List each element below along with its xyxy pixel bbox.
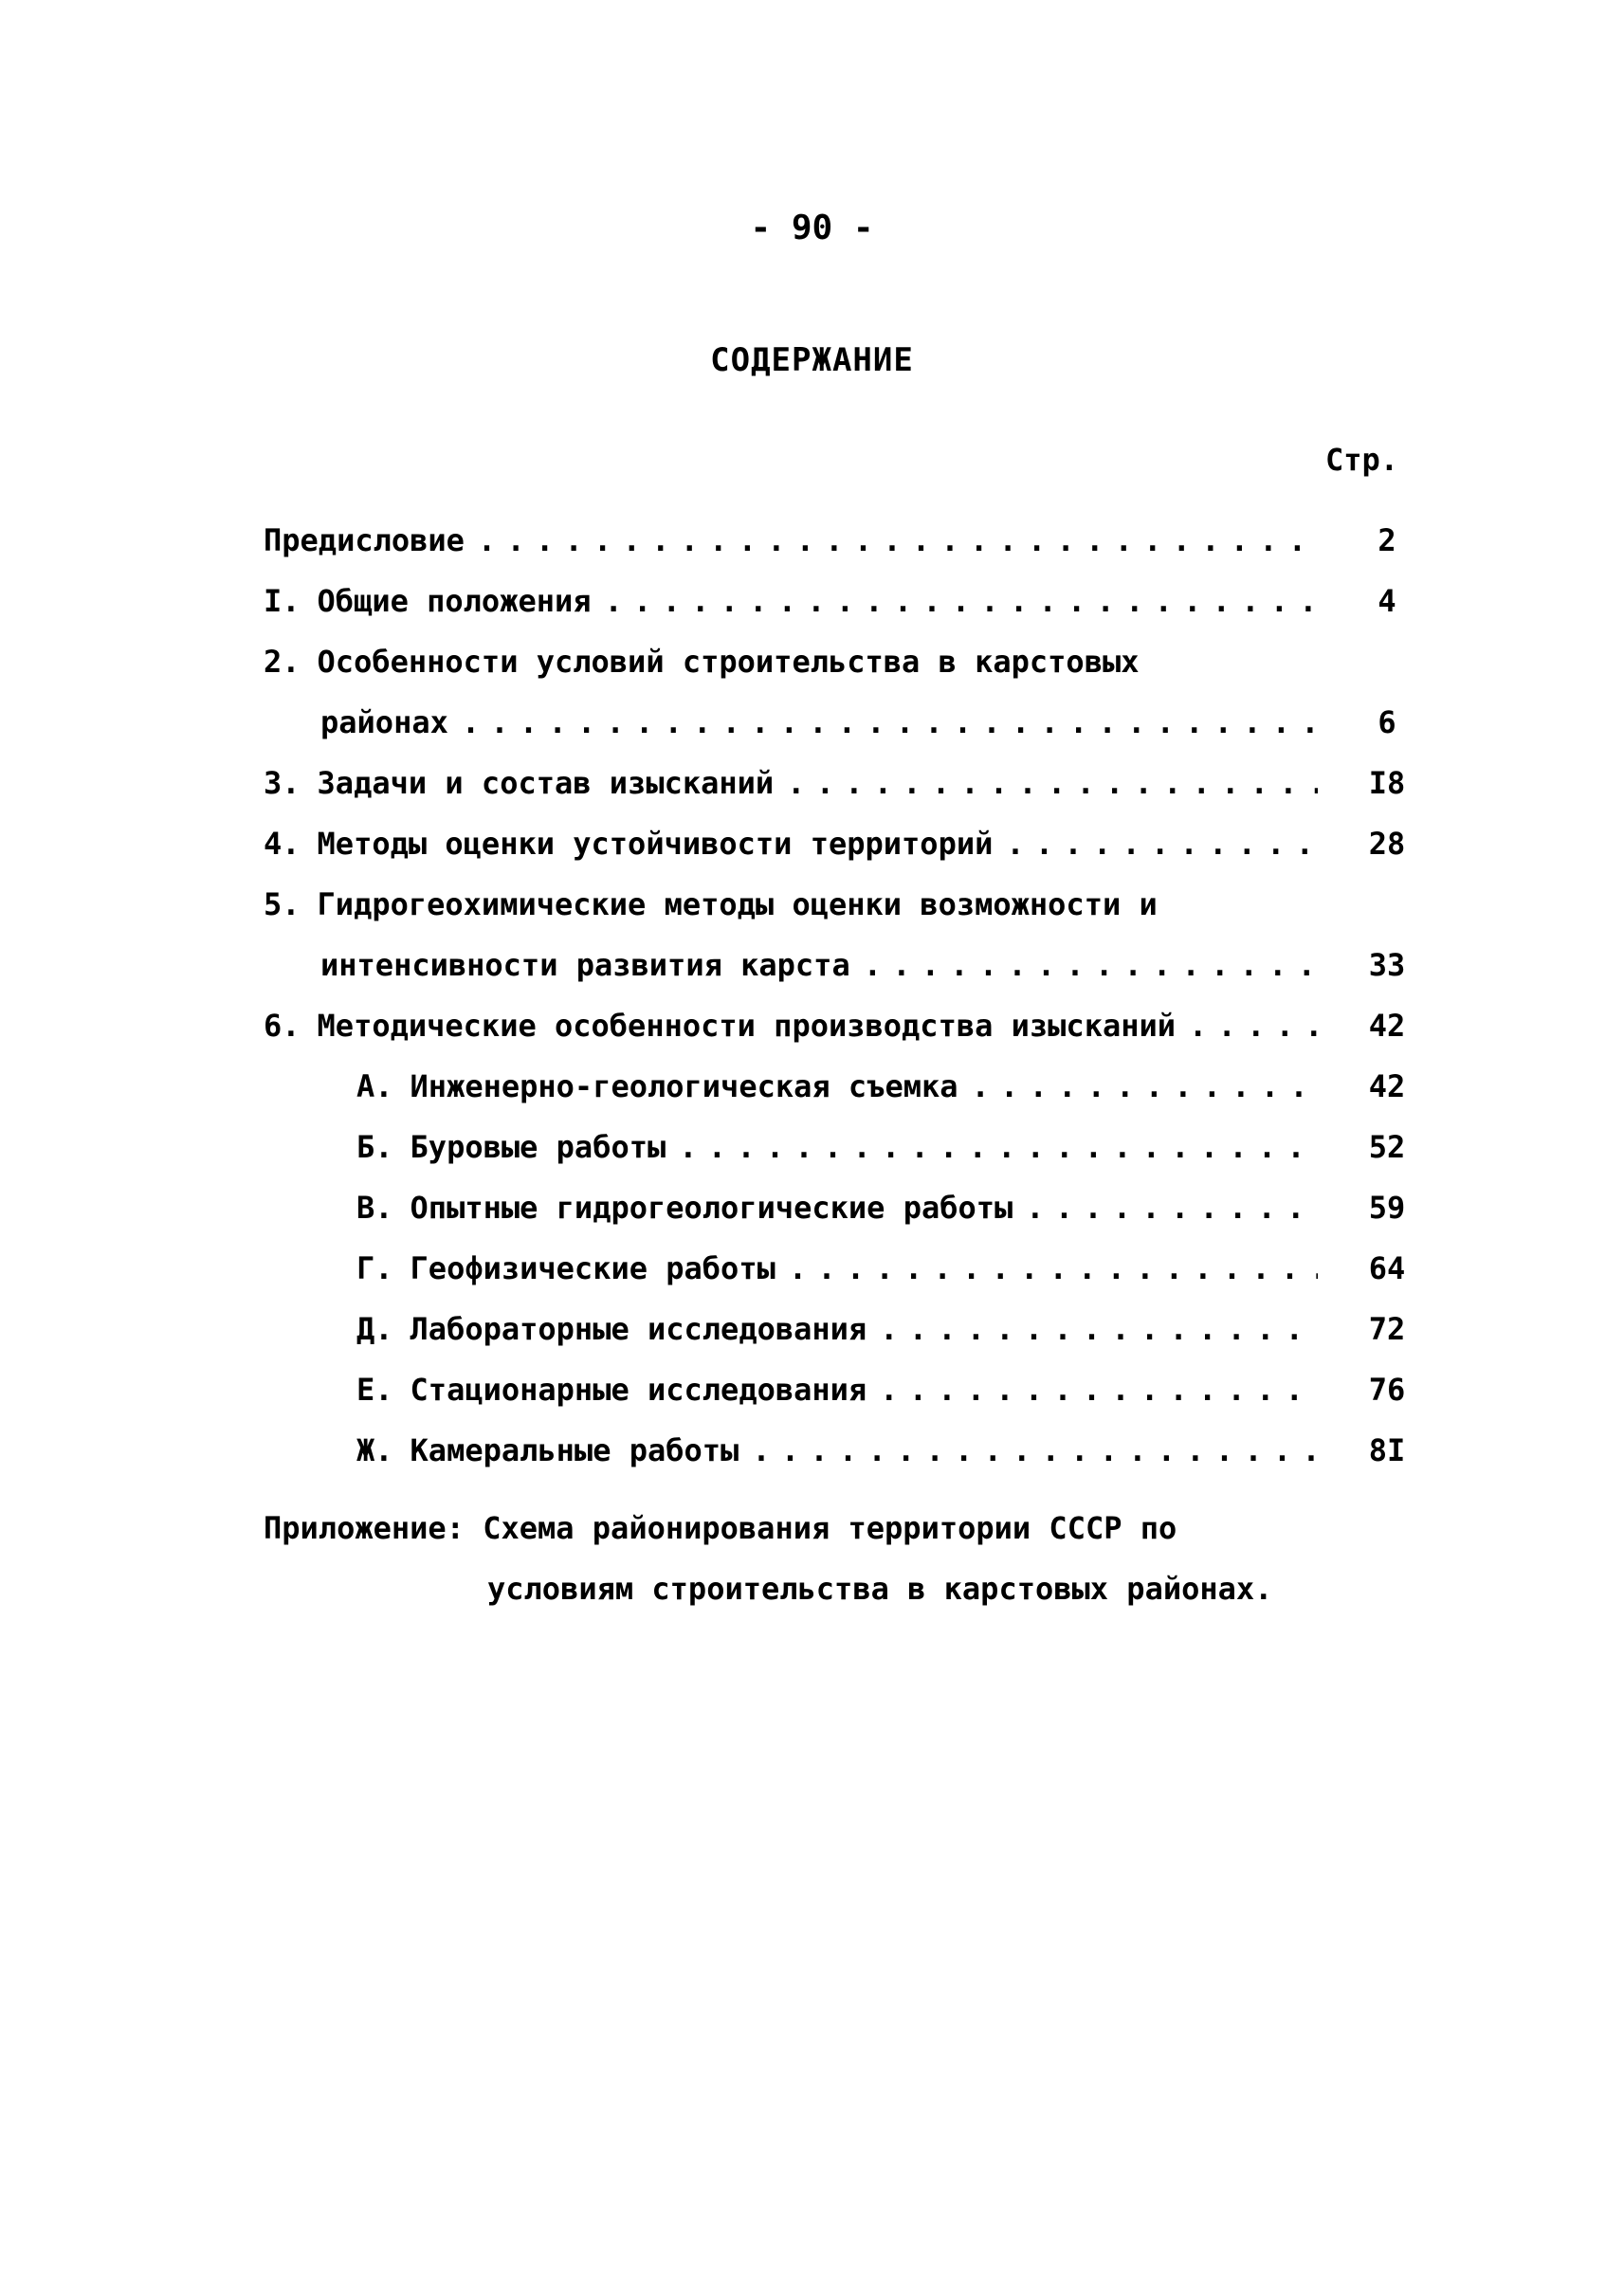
toc-page-number: 64 [1368,1250,1406,1286]
leader-dots [478,519,1318,561]
toc-entry-text: Опытные гидрогеологические работы [410,1190,1013,1226]
toc-entry-section-2-cont[interactable] [320,701,1318,743]
toc-subentry-b[interactable] [356,1126,1318,1168]
toc-entry-number: В. [356,1190,393,1226]
toc-entry-text: Буровые работы [410,1129,666,1165]
leader-dots [864,944,1318,986]
toc-entry-section-1[interactable] [264,580,1318,622]
leader-dots [752,1430,1318,1471]
toc-page-number: 42 [1368,1068,1406,1104]
toc-entry-text: Методические особенности производства изысканий [317,1008,1177,1044]
toc-entry-section-4[interactable] [264,823,1318,865]
leader-dots [789,1248,1318,1289]
toc-entry-text: Гидрогеохимические методы оценки возможности и [317,886,1158,922]
toc-subentry-e[interactable] [356,1369,1318,1411]
page-column-label: Стр. [1325,442,1399,478]
toc-entry-text: Особенности условий строительства в карстовых [317,644,1140,680]
appendix-line-2: условиям строительства в карстовых районах. [487,1571,1273,1607]
appendix-line-1: Приложение: Схема районирования территории СССР по [264,1510,1177,1546]
toc-entry-number: 2. [264,644,301,680]
toc-entry-text: районах [320,704,448,740]
toc-entry-number: Д. [356,1311,393,1347]
toc-entry-text: Общие положения [317,583,592,619]
toc-entry-text: интенсивности развития карста [320,947,850,983]
leader-dots [880,1369,1318,1411]
toc-entry-text: Предисловие [264,522,465,558]
toc-page-number: 2 [1378,522,1396,558]
toc-entry-text: Камеральные работы [410,1432,739,1468]
toc-subentry-d[interactable] [356,1308,1318,1350]
toc-page-number: 28 [1368,826,1406,862]
toc-page-number: 4 [1378,583,1396,619]
toc-page-number: 52 [1368,1129,1406,1165]
toc-page-number: 76 [1368,1372,1406,1408]
toc-entry-number: Ж. [356,1432,393,1468]
toc-entry-text: Задачи и состав изысканий [317,765,775,801]
toc-subentry-g[interactable] [356,1248,1318,1289]
toc-entry-text: Геофизические работы [410,1250,776,1286]
toc-entry-section-2[interactable] [264,641,1318,683]
toc-page-number: 8I [1368,1432,1406,1468]
leader-dots [1026,1187,1318,1229]
leader-dots [1189,1005,1318,1047]
toc-page-number: 6 [1378,704,1396,740]
toc-entry-preface[interactable] [264,519,1318,561]
toc-page-number: 42 [1368,1008,1406,1044]
toc-entry-section-3[interactable] [264,762,1318,804]
toc-entry-section-6[interactable] [264,1005,1318,1047]
toc-entry-text: Методы оценки устойчивости территорий [317,826,994,862]
toc-entry-number: Б. [356,1129,393,1165]
toc-entry-text: Лабораторные исследования [410,1311,867,1347]
toc-entry-section-5[interactable] [264,883,1318,925]
leader-dots [462,701,1318,743]
toc-entry-number: А. [356,1068,393,1104]
page-number: - 90 - [750,209,874,247]
toc-entry-number: Е. [356,1372,393,1408]
toc-entry-number: 6. [264,1008,301,1044]
toc-page-number: 59 [1368,1190,1406,1226]
toc-subentry-v[interactable] [356,1187,1318,1229]
toc-entry-number: 4. [264,826,301,862]
leader-dots [679,1126,1318,1168]
toc-page-number: I8 [1368,765,1406,801]
page-title: СОДЕРЖАНИЕ [710,341,914,379]
leader-dots [1006,823,1318,865]
toc-entry-section-5-cont[interactable] [320,944,1318,986]
leader-dots [605,580,1318,622]
leader-dots [787,762,1318,804]
toc-entry-text: Стационарные исследования [410,1372,867,1408]
toc-entry-number: 5. [264,886,301,922]
leader-dots [880,1308,1318,1350]
toc-entry-number: 3. [264,765,301,801]
toc-page-number: 33 [1368,947,1406,983]
leader-dots [972,1066,1319,1107]
toc-entry-number: I. [264,583,301,619]
toc-subentry-a[interactable] [356,1066,1318,1107]
toc-entry-number: Г. [356,1250,393,1286]
toc-page-number: 72 [1368,1311,1406,1347]
toc-entry-text: Инженерно-геологическая съемка [410,1068,958,1104]
toc-subentry-zh[interactable] [356,1430,1318,1471]
